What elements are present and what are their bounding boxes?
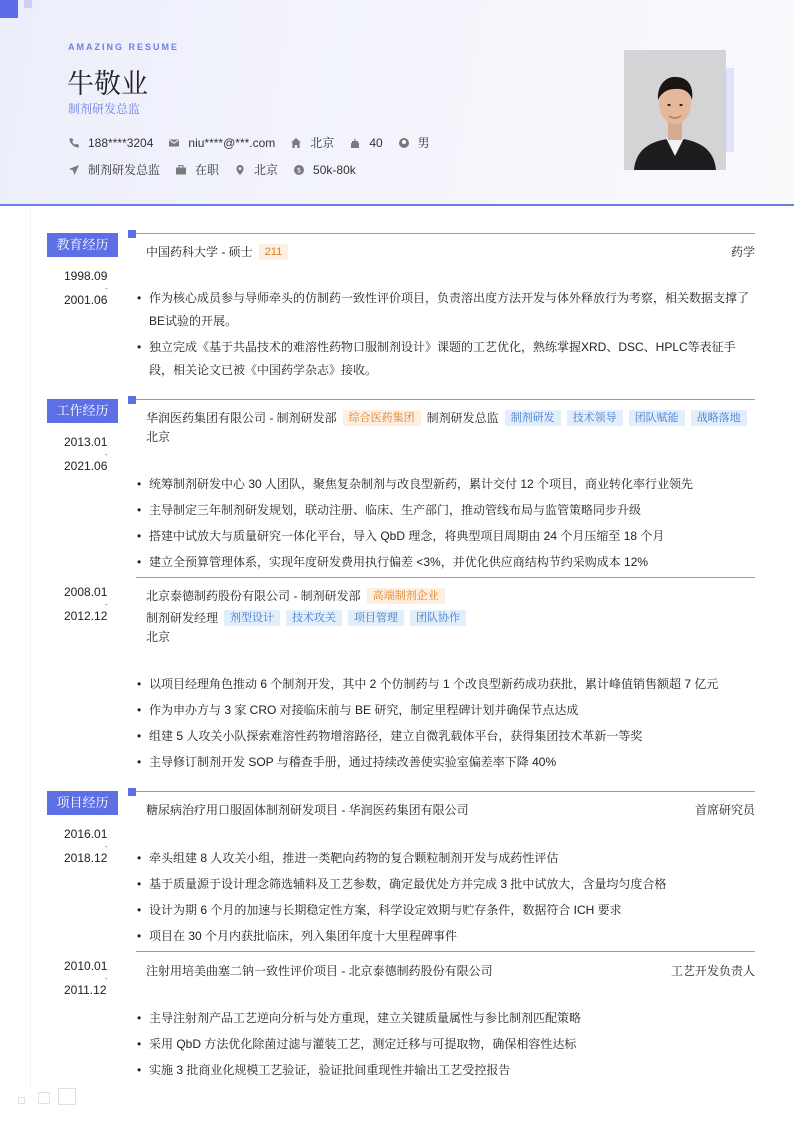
list-item: • 建立全预算管理体系，实现年度研发费用执行偏差 <3%，并优化供应商结构节约采购成本 12% xyxy=(137,549,755,575)
skill-tag: 技术攻关 xyxy=(286,610,342,626)
work-bullets xyxy=(137,671,755,775)
mail-icon xyxy=(168,137,180,149)
resume-header xyxy=(0,0,794,206)
list-item: • 独立完成《基于共晶技术的难溶性药物口服制剂设计》课题的工艺优化，熟练掌握XRD、DSC、HPLC等表征手段，相关论文已被《中国药学杂志》接收。 xyxy=(137,336,755,382)
list-item: • 以项目经理角色推动 6 个制剂开发，其中 2 个仿制药与 1 个改良型新药成功获批，累计峰值销售额超 7 亿元 xyxy=(137,671,755,697)
list-item: • 搭建中试放大与质量研究一体化平台，导入 QbD 理念，将典型项目周期由 24 个月压缩至 18 个月 xyxy=(137,523,755,549)
status-value: 在职 xyxy=(195,163,220,177)
skill-tag: 团队协作 xyxy=(410,610,466,626)
profile-photo xyxy=(624,50,726,170)
resume-tagline: AMAZING RESUME xyxy=(68,42,179,52)
list-item: • 作为核心成员参与导师牵头的仿制药一致性评价项目，负责溶出度方法开发与体外释放行为考察，相关数据支撑了BE试验的开展。 xyxy=(137,287,755,333)
entry-end-date: 2012.12 xyxy=(64,609,108,623)
section-divider xyxy=(136,399,755,400)
skill-tag: 团队赋能 xyxy=(629,410,685,426)
candidate-title: 制剂研发总监 xyxy=(68,102,141,116)
briefcase-icon xyxy=(175,164,187,176)
school-tag: 211 xyxy=(259,244,289,260)
project-name: 糖尿病治疗用口服固体制剂研发项目 - 华润医药集团有限公司 xyxy=(146,803,469,817)
work-role-row xyxy=(146,609,755,626)
education-title-row xyxy=(146,243,755,260)
entry-start-date: 2010.01 xyxy=(64,959,108,973)
money-icon xyxy=(293,164,305,176)
list-item: • 主导修订制剂开发 SOP 与稽查手册，通过持续改善使实验室偏差率下降 40% xyxy=(137,749,755,775)
timeline-rail xyxy=(30,208,31,1088)
entry-start-date: 2016.01 xyxy=(64,827,108,841)
cake-icon xyxy=(349,137,361,149)
decor-square xyxy=(18,1097,25,1104)
list-item: • 设计为期 6 个月的加速与长期稳定性方案，科学设定效期与贮存条件，数据符合 ICH 要求 xyxy=(137,897,755,923)
project-bullets xyxy=(137,845,755,949)
entry-start-date: 2008.01 xyxy=(64,585,108,599)
contact-row xyxy=(68,134,445,151)
entry-start-date: 1998.09 xyxy=(64,269,108,283)
home-icon xyxy=(290,137,302,149)
info-email xyxy=(168,136,275,150)
project-role: 工艺开发负责人 xyxy=(670,964,755,978)
info-city xyxy=(234,161,278,178)
company-dept: 北京泰德制药股份有限公司 - 制剂研发部 xyxy=(146,589,361,603)
date-separator: - xyxy=(105,284,108,293)
work-title-row xyxy=(146,409,755,426)
info-age xyxy=(349,136,382,150)
work-city: 北京 xyxy=(146,630,171,644)
date-separator: - xyxy=(105,842,108,851)
info-gender xyxy=(398,134,430,151)
email-value: niu****@***.com xyxy=(188,135,276,150)
work-city: 北京 xyxy=(146,430,171,444)
decor-square xyxy=(38,1092,50,1104)
info-phone xyxy=(68,136,153,150)
skill-tag: 战略落地 xyxy=(691,410,747,426)
list-item: • 主导注射剂产品工艺逆向分析与处方重现，建立关键质量属性与参比制剂匹配策略 xyxy=(137,1005,755,1031)
entry-end-date: 2011.12 xyxy=(64,983,107,997)
work-title-row xyxy=(146,587,755,604)
skill-tag: 制剂研发 xyxy=(505,410,561,426)
entry-divider xyxy=(136,951,755,952)
info-home xyxy=(290,134,334,151)
section-divider xyxy=(136,233,755,234)
gender-value: 男 xyxy=(417,136,430,150)
list-item: • 作为申办方与 3 家 CRO 对接临床前与 BE 研究，制定里程碑计划并确保节点达成 xyxy=(137,697,755,723)
date-separator: - xyxy=(105,974,108,983)
major: 药学 xyxy=(730,245,755,259)
info-position xyxy=(68,161,160,178)
job-role: 制剂研发总监 xyxy=(426,411,499,425)
job-role: 制剂研发经理 xyxy=(146,611,219,625)
send-icon xyxy=(68,164,80,176)
company-dept: 华润医药集团有限公司 - 制剂研发部 xyxy=(146,411,337,425)
location-icon xyxy=(234,164,246,176)
list-item: • 统筹制剂研发中心 30 人团队，聚焦复杂制剂与改良型新药，累计交付 12 个项目，商业转化率行业领先 xyxy=(137,471,755,497)
decor-square-small xyxy=(24,0,32,8)
svg-text:$: $ xyxy=(296,166,302,175)
position-value: 制剂研发总监 xyxy=(88,163,161,177)
entry-end-date: 2001.06 xyxy=(64,293,108,307)
section-marker xyxy=(128,788,136,796)
list-item: • 项目在 30 个月内获批临床，列入集团年度十大里程碑事件 xyxy=(137,923,755,949)
section-label-education: 教育经历 xyxy=(47,233,118,257)
section-marker xyxy=(128,396,136,404)
company-tag: 综合医药集团 xyxy=(343,410,421,426)
education-bullets xyxy=(137,287,755,385)
info-salary xyxy=(293,163,356,177)
phone-value: 188****3204 xyxy=(88,135,154,150)
project-name: 注射用培美曲塞二钠一致性评价项目 - 北京泰德制药股份有限公司 xyxy=(146,964,493,978)
info-status xyxy=(175,161,219,178)
gender-icon xyxy=(398,137,410,149)
skill-tag: 剂型设计 xyxy=(224,610,280,626)
list-item: • 主导制定三年制剂研发规划，联动注册、临床、生产部门，推动管线布局与监管策略同步升级 xyxy=(137,497,755,523)
section-label-projects: 项目经历 xyxy=(47,791,118,815)
phone-icon xyxy=(68,137,80,149)
city-value: 北京 xyxy=(254,163,279,177)
date-separator: - xyxy=(105,600,108,609)
home-value: 北京 xyxy=(310,136,335,150)
list-item: • 组建 5 人攻关小队探索难溶性药物增溶路径，建立自微乳载体平台，获得集团技术革新一等奖 xyxy=(137,723,755,749)
project-title-row xyxy=(146,801,755,818)
section-marker xyxy=(128,230,136,238)
entry-end-date: 2021.06 xyxy=(64,459,108,473)
section-label-work: 工作经历 xyxy=(47,399,118,423)
date-separator: - xyxy=(105,450,108,459)
work-bullets xyxy=(137,471,755,575)
company-tag: 高端制剂企业 xyxy=(367,588,445,604)
project-title-row xyxy=(146,962,755,979)
project-role: 首席研究员 xyxy=(694,803,755,817)
project-bullets xyxy=(137,1005,755,1083)
entry-end-date: 2018.12 xyxy=(64,851,108,865)
skill-tag: 技术领导 xyxy=(567,410,623,426)
list-item: • 牵头组建 8 人攻关小组，推进一类靶向药物的复合颗粒制剂开发与成药性评估 xyxy=(137,845,755,871)
salary-value: 50k-80k xyxy=(313,162,356,177)
job-intent-row xyxy=(68,161,371,178)
skill-tag: 项目管理 xyxy=(348,610,404,626)
age-value: 40 xyxy=(369,135,383,150)
list-item: • 实施 3 批商业化规模工艺验证，验证批间重现性并输出工艺受控报告 xyxy=(137,1057,755,1083)
section-divider xyxy=(136,791,755,792)
list-item: • 基于质量源于设计理念筛选辅料及工艺参数，确定最优处方并完成 3 批中试放大，含量均匀度合格 xyxy=(137,871,755,897)
decor-square xyxy=(0,0,18,18)
decor-square xyxy=(58,1088,76,1105)
list-item: • 采用 QbD 方法优化除菌过滤与灌装工艺，测定迁移与可提取物，确保相容性达标 xyxy=(137,1031,755,1057)
entry-divider xyxy=(136,577,755,578)
school-degree: 中国药科大学 - 硕士 xyxy=(146,245,253,259)
candidate-name: 牛敬业 xyxy=(67,69,148,99)
portrait-image xyxy=(624,50,726,170)
entry-start-date: 2013.01 xyxy=(64,435,108,449)
